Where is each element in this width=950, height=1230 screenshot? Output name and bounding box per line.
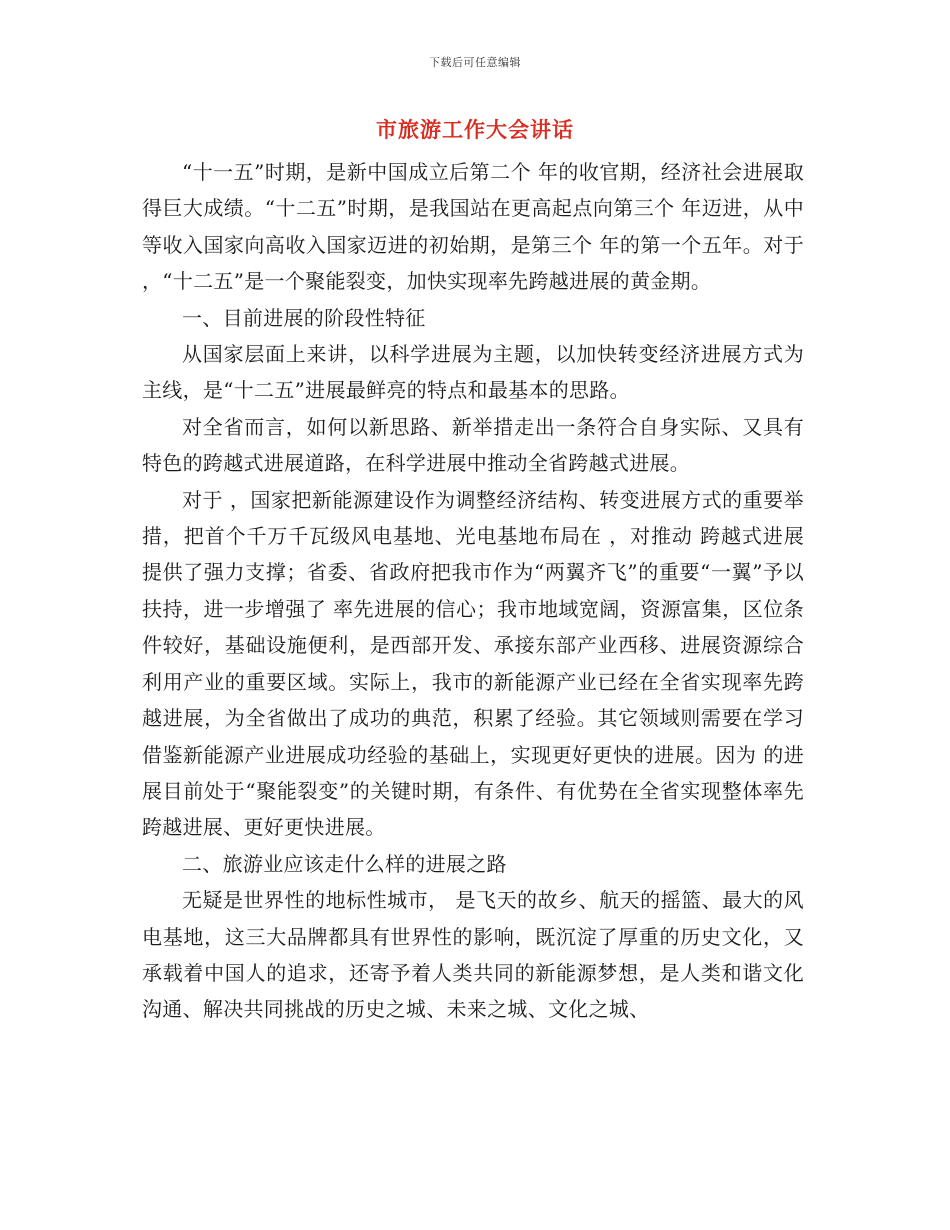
paragraph-intro: “十一五”时期，是新中国成立后第二个 年的收官期，经济社会进展取得巨大成绩。“十二五”时期，是我国站在更高起点向第三个 年迈进，从中等收入国家向高收入国家迈进的初始期，是第三个 年的第一个五年。对于 ，“十二五”是一个聚能裂变，加快实现率先跨越进展的黄金期。 [142,160,804,294]
paragraph-national: 从国家层面上来讲，以科学进展为主题，以加快转变经济进展方式为主线，是“十二五”进展最鲜亮的特点和最基本的思路。 [142,342,804,403]
section-heading-2: 二、旅游业应该走什么样的进展之路 [182,851,507,876]
paragraph-province: 对全省而言，如何以新思路、新举措走出一条符合自身实际、又具有 特色的跨越式进展道路，在科学进展中推动全省跨越式进展。 [142,414,804,476]
section-heading-1: 一、目前进展的阶段性特征 [182,305,426,330]
page-header-note: 下载后可任意编辑 [429,56,521,69]
document-title: 市旅游工作大会讲话 [376,117,574,142]
paragraph-city: 对于 ，国家把新能源建设作为调整经济结构、转变进展方式的重要举措，把首个千万千瓦级风电基地、光电基地布局在 ，对推动 跨越式进展提供了强力支撑；省委、省政府把我市作为“两翼齐飞”的重要“一翼”予以扶持，进一步增强了 率先进展的信心；我市地域宽阔，资源富集，区位条件较好，基础设施便利，是西部开发、承接东部产业西移、进展资源综合利用产业的重要区域。实际上，我市的新能源产业已经在全省实现率先跨越进展，为全省做出了成功的典范，积累了经验。其它领域则需要在学习借鉴新能源产业进展成功经验的基础上，实现更好更快的进展。因为 的进展目前处于“聚能裂变”的关键时期，有条件、有优势在全省实现整体率先跨越进展、更好更快进展。 [142,487,804,840]
document-body [142,154,804,1028]
paragraph-tourism: 无疑是世界性的地标性城市， 是飞天的故乡、航天的摇篮、最大的风电基地，这三大品牌都具有世界性的影响，既沉淀了厚重的历史文化，又承载着中国人的追求，还寄予着人类共同的新能源梦想，是人类和谐文化沟通、解决共同挑战的历史之城、未来之城、文化之城、 [142,888,804,1022]
